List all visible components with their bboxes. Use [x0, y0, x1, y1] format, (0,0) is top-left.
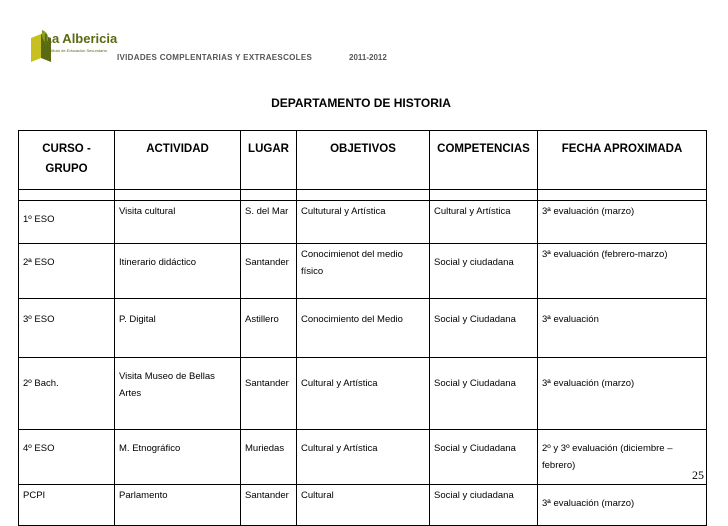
cell-fecha: 3ª evaluación (marzo) [538, 485, 707, 526]
table-row [19, 244, 707, 299]
cell-objetivos: Cultural [297, 485, 430, 526]
cell-objetivos: Cultural y Artística [297, 358, 430, 430]
cell-curso: 2ª ESO [19, 244, 115, 299]
cell-actividad: P. Digital [115, 299, 241, 358]
cell-competencias: Social y ciudadana [430, 244, 538, 299]
cell-fecha: 3ª evaluación (marzo) [538, 358, 707, 430]
table-row [19, 299, 707, 358]
cell-fecha: 3ª evaluación (marzo) [538, 201, 707, 244]
table-row [19, 358, 707, 430]
cell-lugar: Muriedas [241, 430, 297, 485]
department-title: DEPARTAMENTO DE HISTORIA [271, 96, 451, 110]
table-row [19, 201, 707, 244]
cell-competencias: Social y ciudadana [430, 485, 538, 526]
header-year: 2011-2012 [349, 53, 387, 62]
cell-objetivos: Conocimienot del medio físico [297, 244, 430, 299]
cell-curso: 3º ESO [19, 299, 115, 358]
header-fecha: FECHA APROXIMADA [538, 131, 707, 190]
cell-lugar: S. del Mar [241, 201, 297, 244]
activities-table [18, 130, 707, 526]
cell-lugar: Santander [241, 358, 297, 430]
cell-objetivos: Cultutural y Artística [297, 201, 430, 244]
cell-competencias: Social y Ciudadana [430, 430, 538, 485]
cell-fecha: 2º y 3º evaluación (diciembre – febrero) [538, 430, 707, 485]
cell-actividad: Visita cultural [115, 201, 241, 244]
cell-curso: 4º ESO [19, 430, 115, 485]
logo-subtitle: Instituto de Educación Secundaria [46, 48, 107, 53]
cell-objetivos: Cultural y Artística [297, 430, 430, 485]
table-row [19, 485, 707, 526]
cell-competencias: Social y Ciudadana [430, 358, 538, 430]
cell-fecha: 3ª evaluación (febrero-marzo) [538, 244, 707, 299]
cell-curso: 2º Bach. [19, 358, 115, 430]
header-lugar: LUGAR [241, 131, 297, 190]
header-title: IVIDADES COMPLENTARIAS Y EXTRAESCOLES [117, 53, 313, 62]
table-row [19, 430, 707, 485]
spacer-row [19, 190, 707, 201]
header-curso: CURSO - GRUPO [19, 131, 115, 190]
cell-actividad: Visita Museo de Bellas Artes [115, 358, 241, 430]
cell-objetivos: Conocimiento del Medio [297, 299, 430, 358]
header-competencias: COMPETENCIAS [430, 131, 538, 190]
page-number: 25 [692, 468, 704, 482]
logo-text: La Albericia [44, 31, 118, 46]
cell-curso: PCPI [19, 485, 115, 526]
cell-lugar: Astillero [241, 299, 297, 358]
cell-competencias: Cultural y Artística [430, 201, 538, 244]
cell-fecha: 3ª evaluación [538, 299, 707, 358]
cell-actividad: M. Etnográfico [115, 430, 241, 485]
cell-actividad: Itinerario didáctico [115, 244, 241, 299]
table-header-row [19, 131, 707, 190]
cell-lugar: Santander [241, 244, 297, 299]
cell-curso: 1º ESO [19, 201, 115, 244]
cell-lugar: Santander [241, 485, 297, 526]
cell-competencias: Social y Ciudadana [430, 299, 538, 358]
header-actividad: ACTIVIDAD [115, 131, 241, 190]
header-objetivos: OBJETIVOS [297, 131, 430, 190]
cell-actividad: Parlamento [115, 485, 241, 526]
